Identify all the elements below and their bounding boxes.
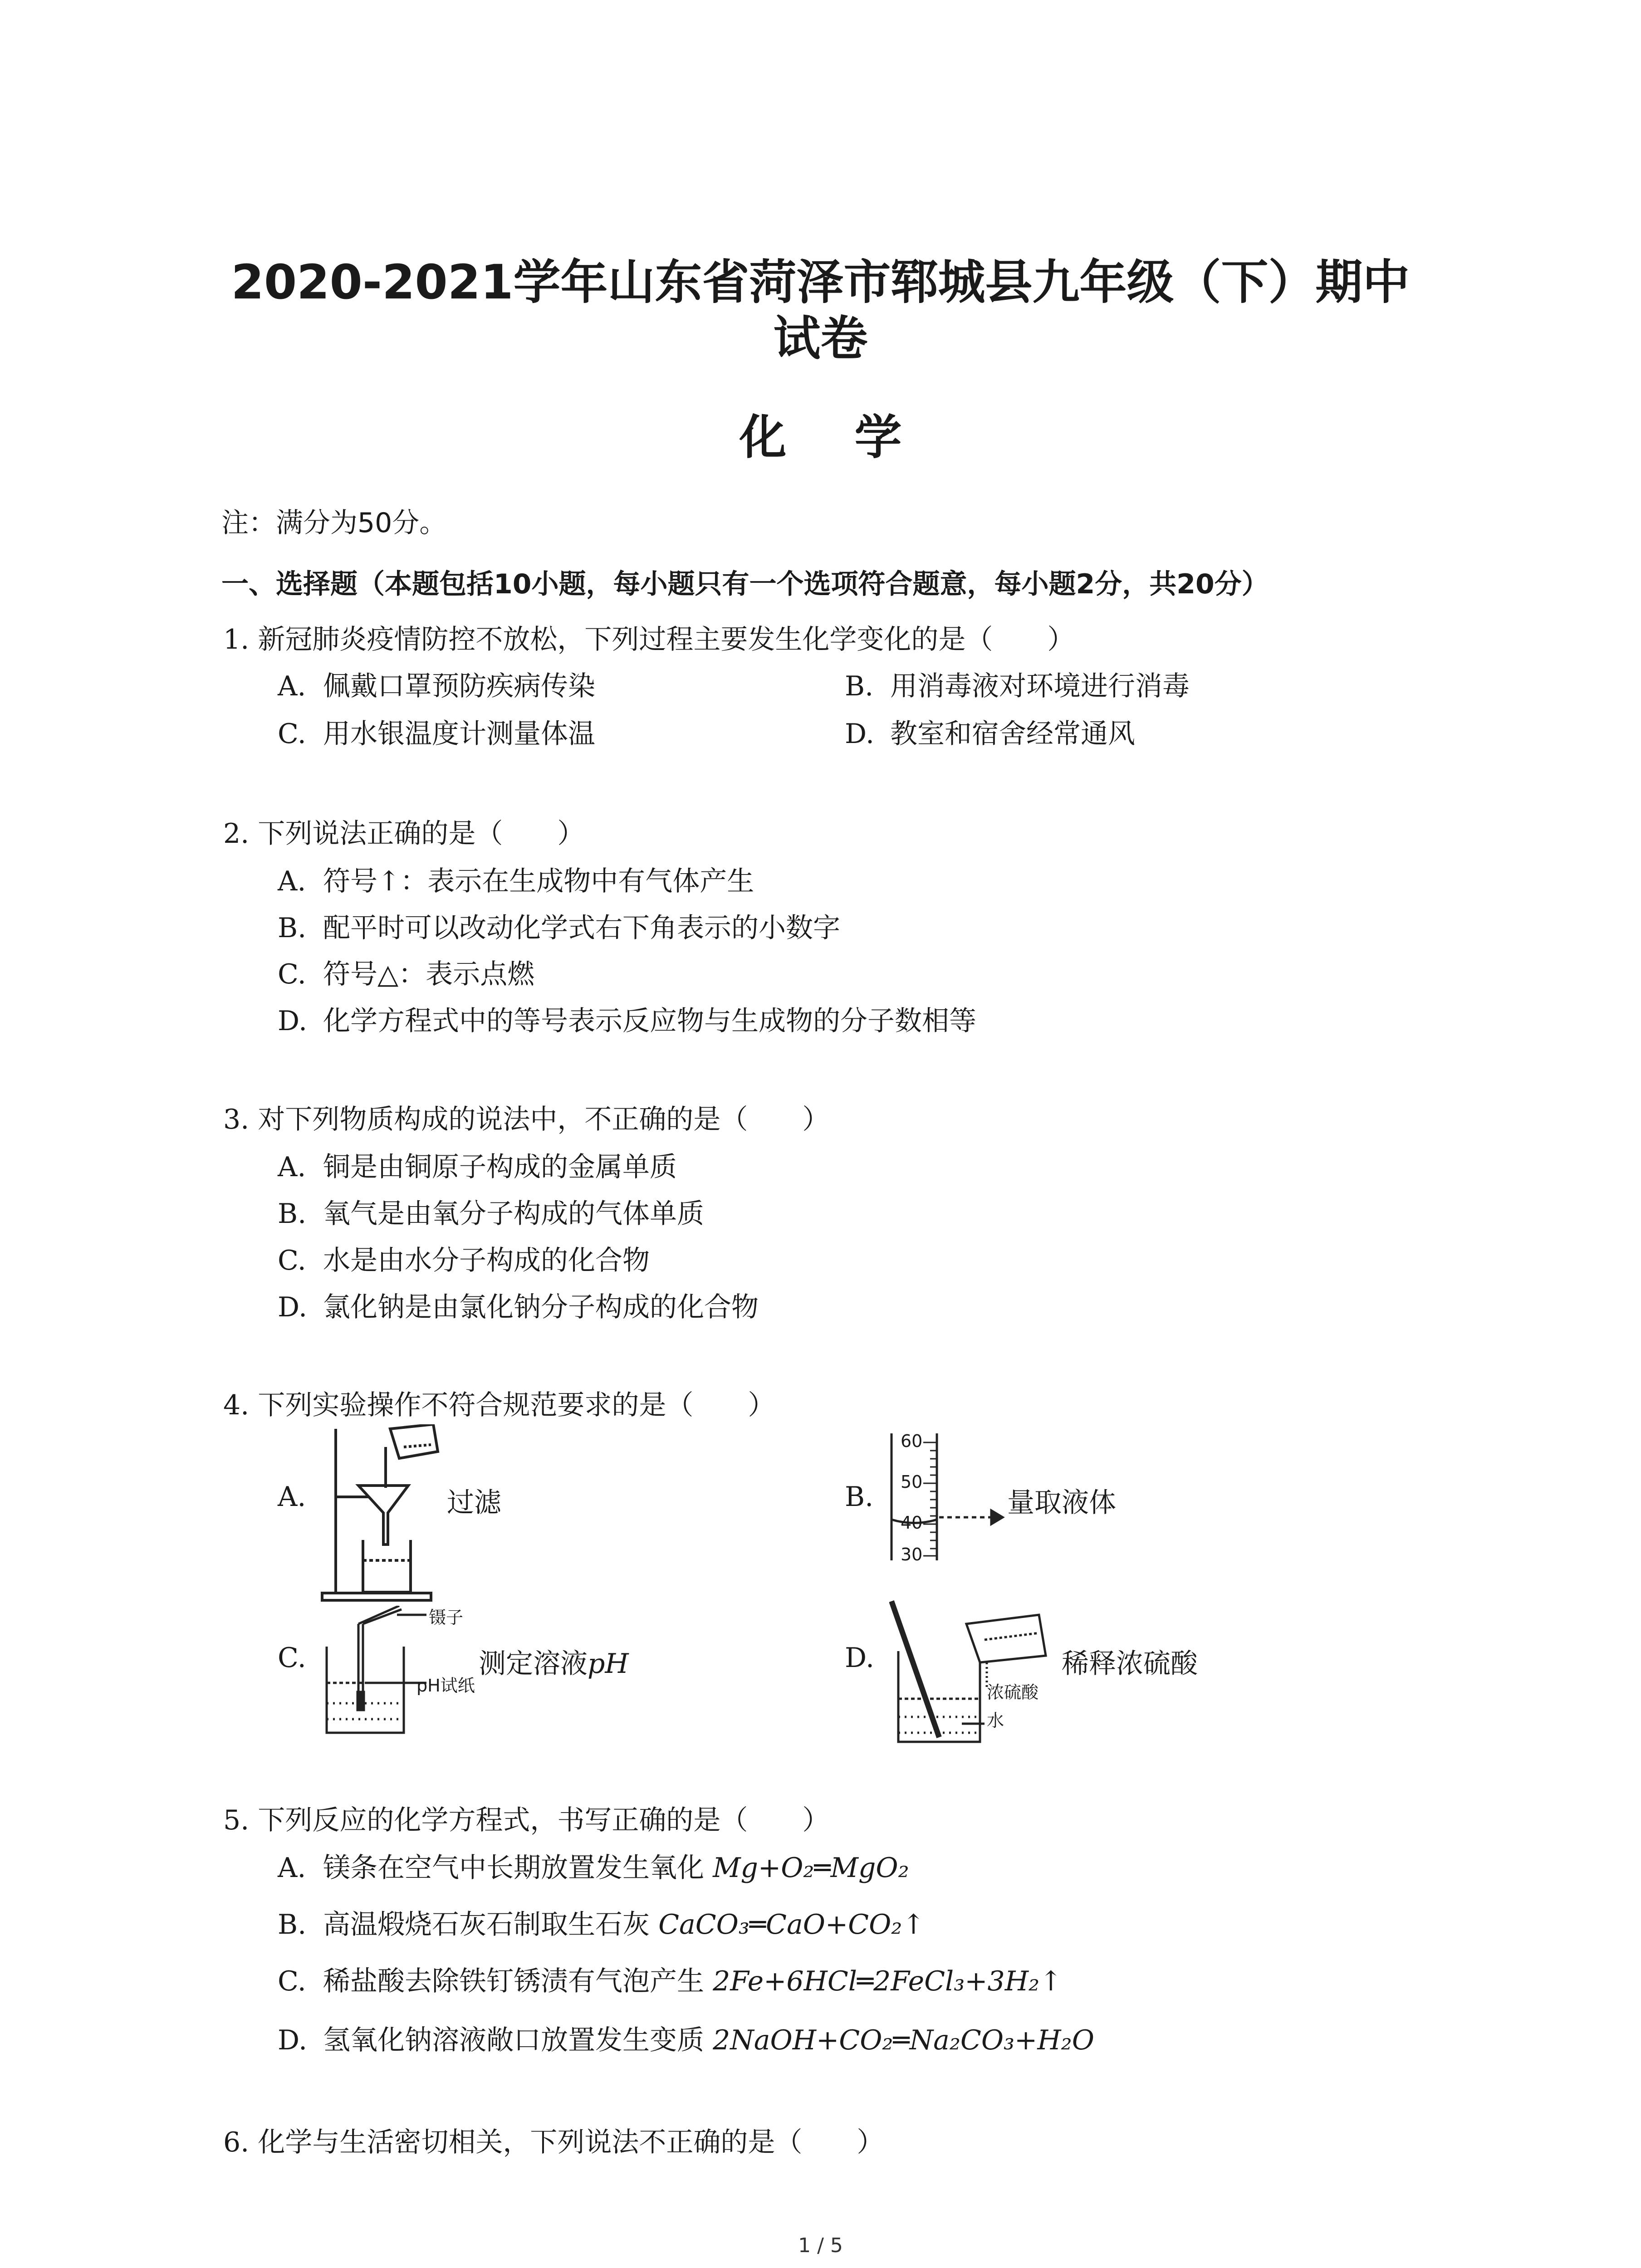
filtration-label: 过滤: [447, 1487, 501, 1519]
option-text: 教室和宿舍经常通风: [890, 718, 1135, 750]
question-3-option-c: [278, 1239, 650, 1278]
option-label: D.: [278, 1005, 308, 1037]
option-text: 镁条在空气中长期放置发生氧化: [323, 1852, 713, 1884]
option-label: A.: [278, 1151, 306, 1183]
option-text: 配平时可以改动化学式右下角表示的小数字: [323, 912, 840, 944]
cylinder-mark-50: 50: [901, 1472, 923, 1492]
option-text: 佩戴口罩预防疾病传染: [323, 670, 595, 702]
option-label: D.: [278, 1291, 308, 1323]
question-2-option-b: [278, 906, 840, 945]
measure-ph-text: 测定溶液: [479, 1648, 588, 1680]
option-label: A.: [278, 865, 306, 897]
subject-title: 化学: [739, 410, 970, 465]
question-5-option-d: [278, 2019, 1094, 2058]
equation-a: Mg+O₂═MgO₂: [713, 1852, 909, 1884]
question-1-stem: 1. 新冠肺炎疫情防控不放松，下列过程主要发生化学变化的是（ ）: [223, 624, 1075, 655]
score-note: 注：满分为50分。: [221, 507, 447, 539]
option-text: 铜是由铜原子构成的金属单质: [323, 1151, 677, 1183]
dilute-acid-label: 稀释浓硫酸: [1062, 1648, 1198, 1680]
question-2-stem: 2. 下列说法正确的是（ ）: [223, 818, 585, 850]
equation-c: 2Fe+6HCl═2FeCl₃+3H₂↑: [713, 1965, 1063, 1997]
option-text: 符号↑：表示在生成物中有气体产生: [323, 865, 754, 897]
water-label: 水: [987, 1711, 1004, 1730]
exam-title-line2: 试卷: [773, 311, 868, 366]
option-label: C.: [278, 1965, 306, 1997]
option-label: A.: [278, 1852, 306, 1884]
question-4-option-c-label: C.: [278, 1642, 306, 1674]
option-text: 氯化钠是由氯化钠分子构成的化合物: [323, 1291, 759, 1323]
dilute-acid-figure: [889, 1597, 1080, 1746]
section-heading: 一、选择题（本题包括10小题，每小题只有一个选项符合题意，每小题2分，共20分）: [221, 568, 1269, 600]
option-text: 氢氧化钠溶液敞口放置发生变质: [323, 2024, 713, 2056]
option-label: C.: [278, 1245, 306, 1276]
option-text: 氧气是由氧分子构成的气体单质: [323, 1198, 704, 1230]
question-5-option-c: [278, 1960, 1062, 1999]
question-3-option-b: [278, 1192, 704, 1231]
tweezers-label: 镊子: [429, 1608, 464, 1628]
option-label: C.: [278, 958, 306, 990]
conc-acid-label: 浓硫酸: [987, 1682, 1039, 1702]
ph-paper-label: pH试纸: [416, 1676, 475, 1696]
option-label: B.: [278, 1198, 307, 1230]
question-1-option-c: [278, 712, 595, 751]
question-4-stem: 4. 下列实验操作不符合规范要求的是（ ）: [223, 1389, 775, 1421]
option-text: 高温煅烧石灰石制取生石灰: [323, 1909, 659, 1941]
option-text: 水是由水分子构成的化合物: [323, 1245, 650, 1276]
equation-b: CaCO₃═CaO+CO₂↑: [658, 1909, 925, 1941]
question-2-option-a: [278, 860, 754, 899]
exam-title-line1: 2020-2021学年山东省菏泽市郓城县九年级（下）期中: [231, 254, 1410, 310]
question-4-option-b-label: B.: [845, 1481, 874, 1513]
question-4-option-a-label: A.: [278, 1481, 306, 1513]
question-2-option-d: [278, 999, 976, 1038]
option-label: C.: [278, 718, 306, 750]
cylinder-mark-30: 30: [901, 1545, 923, 1564]
question-5-option-b: [278, 1903, 925, 1942]
option-text: 用水银温度计测量体温: [323, 718, 595, 750]
option-label: B.: [278, 912, 307, 944]
equation-d: 2NaOH+CO₂═Na₂CO₃+H₂O: [713, 2024, 1094, 2056]
question-1-option-b: [845, 665, 1190, 704]
option-label: B.: [278, 1909, 307, 1941]
ph-symbol: pH: [588, 1648, 629, 1680]
cylinder-mark-40: 40: [901, 1513, 923, 1533]
question-3-option-a: [278, 1145, 677, 1184]
measure-ph-label: [479, 1642, 629, 1681]
option-label: B.: [845, 670, 874, 702]
filtration-apparatus-figure: [313, 1424, 445, 1606]
question-3-option-d: [278, 1286, 759, 1325]
measure-liquid-label: 量取液体: [1007, 1487, 1116, 1519]
question-2-option-c: [278, 953, 534, 992]
question-1-option-d: [845, 712, 1135, 751]
question-6-stem: 6. 化学与生活密切相关，下列说法不正确的是（ ）: [223, 2126, 884, 2158]
cylinder-mark-60: 60: [901, 1431, 923, 1451]
question-5-option-a: [278, 1846, 909, 1885]
option-text: 化学方程式中的等号表示反应物与生成物的分子数相等: [323, 1005, 976, 1037]
option-label: A.: [278, 670, 306, 702]
option-text: 符号△：表示点燃: [323, 958, 535, 990]
question-4-option-d-label: D.: [845, 1642, 875, 1674]
question-5-stem: 5. 下列反应的化学方程式，书写正确的是（ ）: [223, 1804, 830, 1836]
option-text: 用消毒液对环境进行消毒: [890, 670, 1190, 702]
question-3-stem: 3. 对下列物质构成的说法中，不正确的是（ ）: [223, 1104, 830, 1135]
question-1-option-a: [278, 665, 595, 704]
page-number: 1 / 5: [798, 2234, 843, 2257]
option-label: D.: [278, 2024, 308, 2056]
option-text: 稀盐酸去除铁钉锈渍有气泡产生: [323, 1965, 713, 1997]
option-label: D.: [845, 718, 875, 750]
